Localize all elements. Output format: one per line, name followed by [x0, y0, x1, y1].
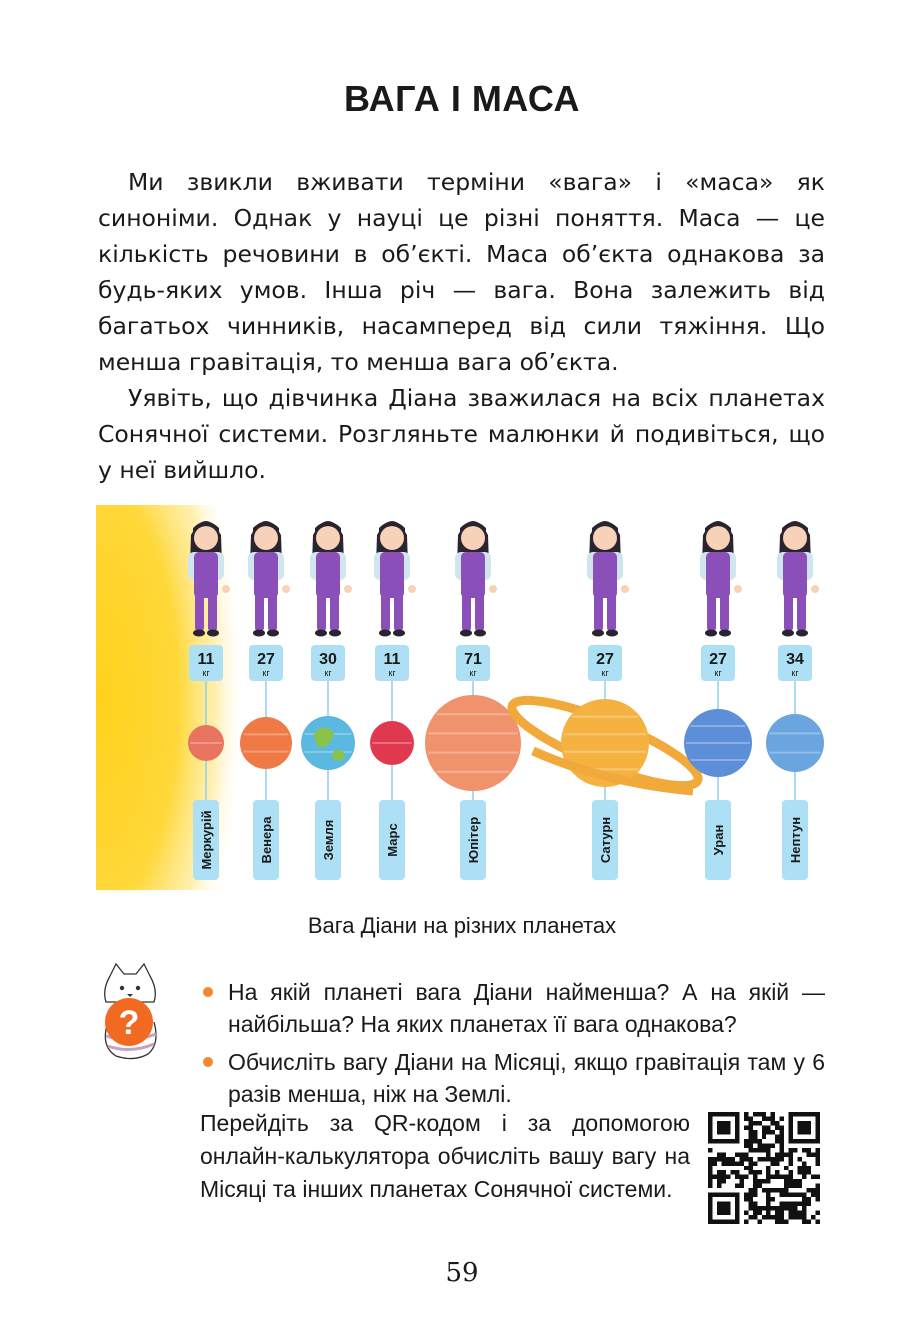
- cat-question-icon: [96, 962, 164, 1062]
- weight-unit: кг: [262, 668, 270, 678]
- planet-column: [370, 521, 416, 880]
- question-text: Обчисліть вагу Діани на Місяці, якщо гравітація там у 6 разів менша, ніж на Землі.: [228, 1049, 825, 1107]
- questions-list: [200, 976, 825, 1116]
- bullet-icon: [203, 1057, 213, 1067]
- planet-column: [425, 521, 521, 880]
- svg-text:?: ?: [118, 1004, 140, 1042]
- planet-label: [315, 800, 341, 880]
- planet-name: Юпітер: [466, 816, 481, 864]
- girl-figure: [310, 521, 352, 637]
- weight-value: 11: [383, 651, 401, 668]
- weight-unit: кг: [601, 668, 609, 678]
- page-number: 59: [445, 1258, 479, 1288]
- weight-value: 34: [786, 651, 804, 668]
- weight-value: 27: [709, 651, 727, 668]
- planet-name: Нептун: [788, 816, 803, 864]
- weight-unit: кг: [388, 668, 396, 678]
- weight-badge: [375, 645, 409, 681]
- planet-column: [301, 521, 355, 880]
- weight-badge: [456, 645, 490, 681]
- qr-code[interactable]: [708, 1112, 820, 1224]
- paragraph-1-text: Ми звикли вживати терміни «вага» і «маса» як синоніми. Однак у науці це різні поняття. Маса — це кількість речовини в об’єкті. Маса об’єкта однакова за будь-яких умов. Інша річ — вага. Вона залежить від багатьох чинників, насамперед від сили тяжіння. Що менша гравітація, то менша вага об’єкта.: [98, 168, 825, 376]
- planet-sphere: [425, 695, 521, 791]
- weight-value: 71: [464, 651, 482, 668]
- planet-name: Уран: [711, 824, 726, 856]
- planet-name: Земля: [321, 819, 336, 861]
- girl-figure: [587, 521, 629, 637]
- planet-name: Сатурн: [598, 816, 613, 864]
- planet-name: Венера: [259, 816, 274, 864]
- planet-sphere: [240, 717, 292, 769]
- weight-unit: кг: [469, 668, 477, 678]
- weight-badge: [701, 645, 735, 681]
- weight-unit: кг: [714, 668, 722, 678]
- planet-label: [782, 800, 808, 880]
- planet-label: [705, 800, 731, 880]
- weight-value: 30: [319, 651, 337, 668]
- girl-figure: [248, 521, 290, 637]
- planet-column: [504, 521, 706, 880]
- planet-name: Меркурій: [199, 810, 214, 870]
- planet-label: [193, 800, 219, 880]
- page-title: ВАГА І МАСА: [343, 78, 581, 119]
- weight-badge: [189, 645, 223, 681]
- girl-figure: [777, 521, 819, 637]
- girl-figure: [374, 521, 416, 637]
- planet-label: [253, 800, 279, 880]
- weight-unit: кг: [324, 668, 332, 678]
- planet-column: [684, 521, 752, 880]
- paragraph-2: [98, 380, 825, 488]
- planet-column: [240, 521, 292, 880]
- planet-label: [592, 800, 618, 880]
- paragraph-2-text: Уявіть, що дівчинка Діана зважилася на всіх планетах Сонячної системи. Розгляньте малюнки й подивіться, що у неї вийшло.: [98, 384, 825, 484]
- weight-unit: кг: [791, 668, 799, 678]
- paragraph-1: [98, 164, 825, 380]
- planet-label: [379, 800, 405, 880]
- qr-instruction: Перейдіть за QR-кодом і за допомогою онлайн-калькулятора обчисліть вашу вагу на Місяці та інших планетах Сонячної системи.: [200, 1110, 690, 1202]
- weight-badge: [311, 645, 345, 681]
- question-text: На якій планеті вага Діани найменша? А на якій — найбільша? На яких планетах її вага однакова?: [228, 979, 825, 1037]
- planet-sphere: [766, 714, 824, 772]
- weight-value: 11: [197, 651, 215, 668]
- illustration-caption: Вага Діани на різних планетах: [307, 913, 617, 938]
- question-item: [200, 1046, 825, 1110]
- weight-badge: [778, 645, 812, 681]
- planets-illustration: [96, 505, 836, 890]
- planet-label: [460, 800, 486, 880]
- weight-value: 27: [257, 651, 275, 668]
- girl-figure: [455, 521, 497, 637]
- planet-column: [766, 521, 824, 880]
- weight-badge: [588, 645, 622, 681]
- bullet-icon: [203, 987, 213, 997]
- weight-badge: [249, 645, 283, 681]
- weight-value: 27: [596, 651, 614, 668]
- girl-figure: [700, 521, 742, 637]
- weight-unit: кг: [202, 668, 210, 678]
- question-item: [200, 976, 825, 1040]
- planet-name: Марс: [385, 823, 400, 857]
